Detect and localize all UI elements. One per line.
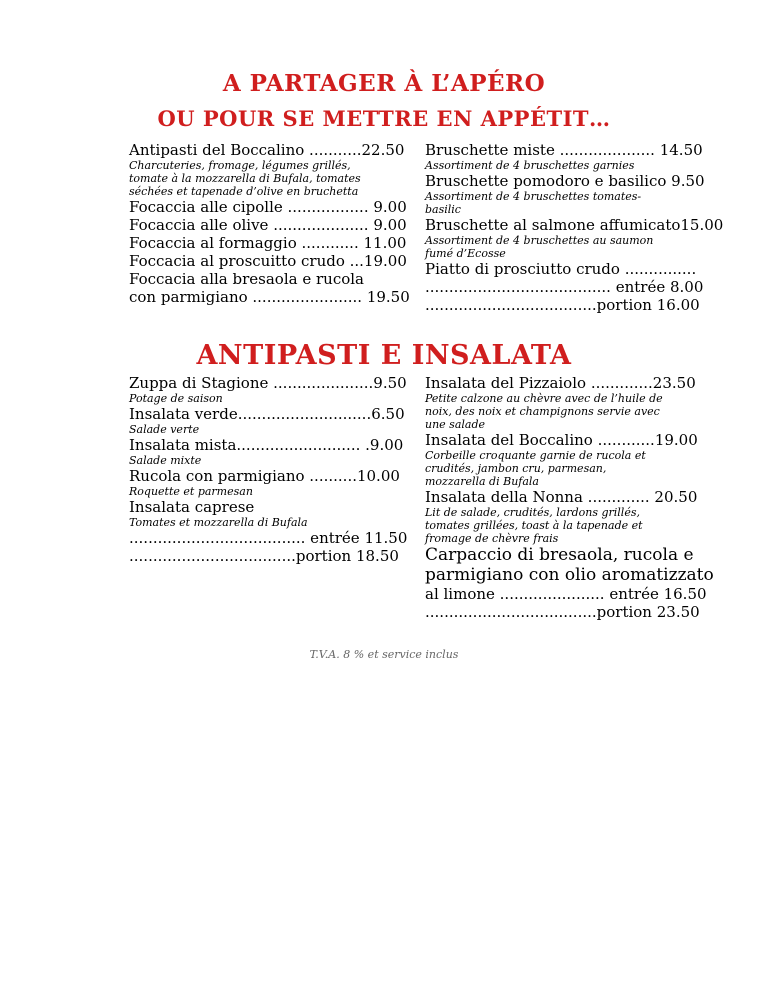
menu-item-description: fromage de chèvre frais [425, 532, 559, 545]
section2-right-column [425, 374, 725, 621]
menu-item-description: Charcuteries, fromage, légumes grillés, [129, 159, 351, 172]
menu-item: Foccacia al proscuitto crudo ...19.00 [129, 252, 407, 270]
menu-item-description: mozzarella di Bufala [425, 475, 539, 488]
footer-tax-note: T.V.A. 8 % et service inclus [309, 648, 459, 661]
section1-title-line1: A PARTAGER À L’APÉRO [222, 70, 546, 97]
menu-item: Foccacia alla bresaola e rucola [129, 270, 364, 288]
menu-item: Bruschette miste .................... 14.50 [425, 141, 703, 159]
menu-item-description: tomates grillées, toast à la tapenade et [425, 519, 643, 532]
menu-item-description: crudités, jambon cru, parmesan, [425, 462, 607, 475]
section2-left-column [129, 374, 408, 565]
menu-item-description: Salade verte [129, 423, 200, 436]
menu-item: Focaccia al formaggio ............ 11.00 [129, 234, 407, 252]
section2-title: ANTIPASTI E INSALATA [196, 340, 572, 371]
section1-left-column [129, 141, 410, 306]
menu-item-description: Potage de saison [129, 392, 223, 405]
menu-item: Bruschette al salmone affumicato15.00 [425, 216, 724, 234]
menu-item: Piatto di prosciutto crudo ............... [425, 260, 697, 278]
menu-item-description: basilic [425, 203, 461, 216]
menu-item: ...................................portion 18.50 [129, 547, 399, 565]
menu-item: Antipasti del Boccalino ...........22.50 [129, 141, 405, 159]
menu-item: al limone ...................... entrée 16.50 [425, 585, 707, 603]
menu-item-description: Assortiment de 4 bruschettes tomates- [425, 190, 642, 203]
menu-item-description: Lit de salade, crudités, lardons grillés, [425, 506, 640, 519]
menu-item: ....................................... entrée 8.00 [425, 278, 704, 296]
menu-item-description: Tomates et mozzarella di Bufala [129, 516, 308, 529]
menu-item: Rucola con parmigiano ..........10.00 [129, 467, 400, 485]
menu-item: Carpaccio di bresaola, rucola e [425, 545, 694, 565]
menu-item: Bruschette pomodoro e basilico 9.50 [425, 172, 705, 190]
menu-item-description: fumé d’Ecosse [425, 247, 506, 260]
menu-item-description: Assortiment de 4 bruschettes au saumon [425, 234, 654, 247]
menu-item: ....................................portion 16.00 [425, 296, 700, 314]
menu-item-description: Corbeille croquante garnie de rucola et [425, 449, 646, 462]
menu-item-description: une salade [425, 418, 486, 431]
menu-item-description: noix, des noix et champignons servie avec [425, 405, 660, 418]
menu-item-description: Petite calzone au chèvre avec de l’huile de [425, 392, 663, 405]
section1-right-column [425, 141, 725, 314]
menu-item: Insalata verde............................6.50 [129, 405, 405, 423]
menu-item: Insalata del Boccalino ............19.00 [425, 431, 698, 449]
menu-item-description: Salade mixte [129, 454, 202, 467]
menu-item-description: séchées et tapenade d’olive en bruchetta [129, 185, 359, 198]
menu-item: parmigiano con olio aromatizzato [425, 565, 714, 585]
menu-item: Insalata caprese [129, 498, 255, 516]
menu-item-description: Roquette et parmesan [129, 485, 253, 498]
menu-item: ....................................portion 23.50 [425, 603, 700, 621]
menu-item: Zuppa di Stagione .....................9.50 [129, 374, 407, 392]
menu-item: ..................................... entrée 11.50 [129, 529, 408, 547]
menu-item: Focaccia alle cipolle ................. 9.00 [129, 198, 407, 216]
menu-item: Insalata mista.......................... .9.00 [129, 436, 404, 454]
menu-item: Focaccia alle olive .................... 9.00 [129, 216, 407, 234]
section1-title-line2: OU POUR SE METTRE EN APPÉTIT… [157, 106, 611, 131]
menu-item: Insalata del Pizzaiolo .............23.50 [425, 374, 696, 392]
menu-item-description: Assortiment de 4 bruschettes garnies [425, 159, 635, 172]
menu-item: con parmigiano ....................... 19.50 [129, 288, 410, 306]
menu-item: Insalata della Nonna ............. 20.50 [425, 488, 698, 506]
menu-item-description: tomate à la mozzarella di Bufala, tomates [129, 172, 361, 185]
